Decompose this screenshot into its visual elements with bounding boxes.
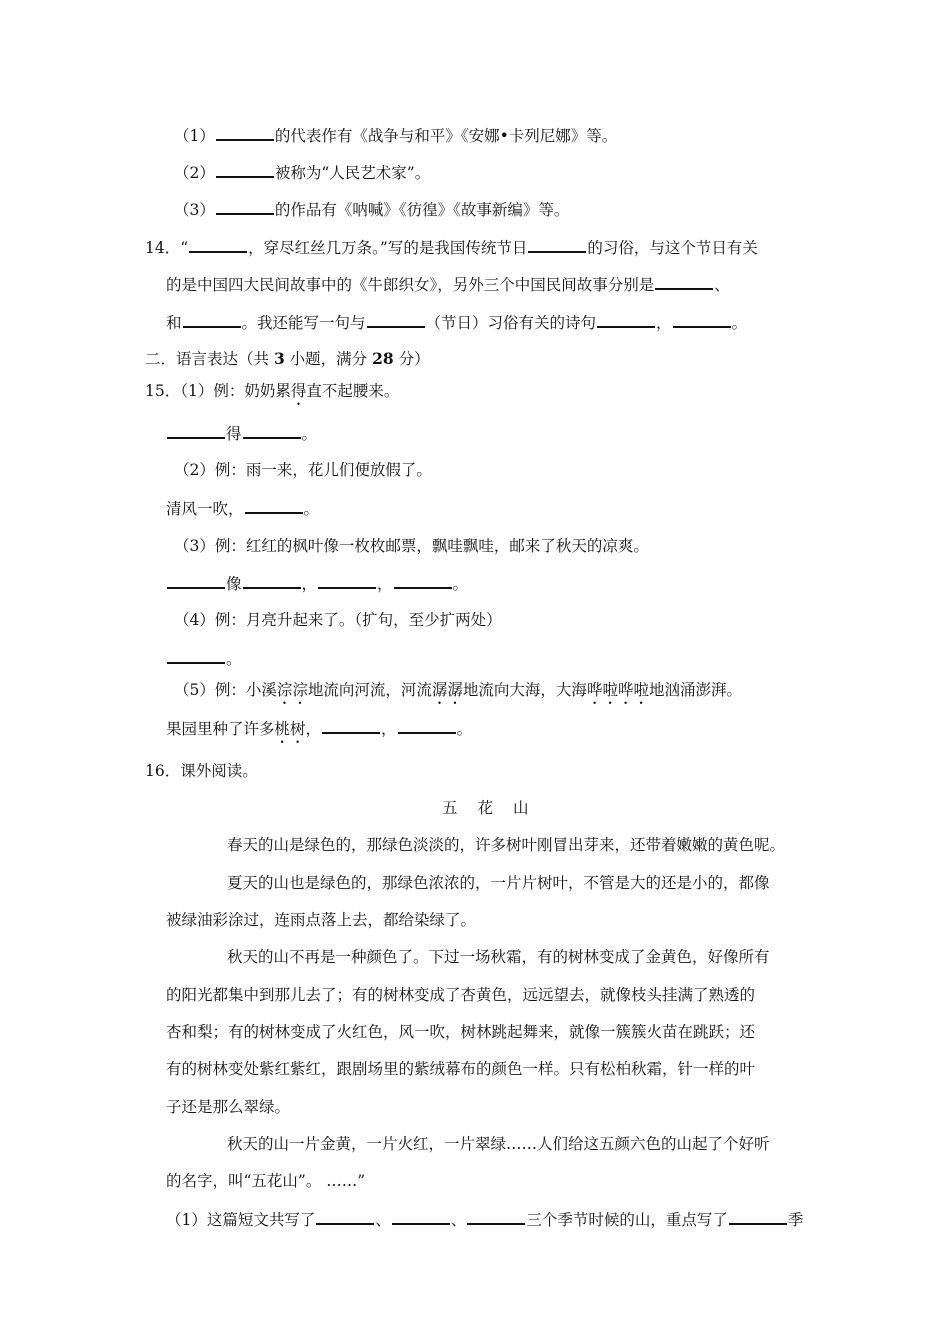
blank[interactable] (655, 274, 713, 290)
passage-line: 秋天的山一片金黄，一片火红，一片翠绿……人们给这五颜六色的山起了个好听 (227, 1135, 770, 1153)
passage-line: 的名字，叫“五花山”。 ……” (166, 1172, 366, 1190)
blank[interactable] (398, 718, 456, 734)
blank[interactable] (216, 199, 274, 215)
passage-line: 子还是那么翠绿。 (166, 1098, 291, 1116)
blank[interactable] (316, 1209, 374, 1225)
q15-answer-1: 得 。 (166, 423, 317, 444)
q15-example-5: （5）例：小溪淙淙地流向河流，河流潺潺地流向大海，大海哗啦哗啦地汹涌澎湃。 (174, 681, 742, 699)
q15-answer-5: 果园里种了许多桃树， ， 。 (166, 720, 473, 738)
q13-item-3: （3） 的作品有《呐喊》《彷徨》《故事新编》等。 (174, 201, 570, 219)
q14-line-1: 14．“ ，穿尽红丝几万条。”写的是我国传统节日 的习俗，与这个节日有关 (145, 239, 758, 257)
passage-line: 夏天的山也是绿色的，那绿色浓浓的，一片片树叶，不管是大的还是小的，都像 (227, 874, 770, 892)
q15-answer-4: 。 (166, 648, 242, 669)
blank[interactable] (729, 1209, 787, 1225)
section-heading: 二．语言表达（共 3 小题，满分 28 分） (145, 349, 430, 368)
blank[interactable] (243, 423, 301, 439)
q16-question-1: （1）这篇短文共写了 、 、 三个季节时候的山，重点写了 季 (166, 1211, 804, 1229)
passage-line: 有的树林变处紫红紫红，跟剧场里的紫绒幕布的颜色一样。只有松柏秋霜，针一样的叶 (166, 1060, 756, 1078)
blank[interactable] (167, 648, 225, 664)
q16-heading: 16．课外阅读。 (145, 762, 258, 780)
blank[interactable] (216, 162, 274, 178)
blank[interactable] (673, 312, 731, 328)
passage-line: 被绿油彩涂过，连雨点落上去，都给染绿了。 (166, 911, 477, 929)
q15-example-4: （4）例：月亮升起来了。（扩句，至少扩两处） (174, 611, 502, 629)
q13-item-1: （1） 的代表作有《战争与和平》《安娜•卡列尼娜》等。 (174, 127, 618, 145)
passage-title: 五花山 (442, 799, 549, 817)
blank[interactable] (392, 1209, 450, 1225)
blank[interactable] (318, 573, 376, 589)
passage-line: 的阳光都集中到那儿去了；有的树林变成了杏黄色，远远望去，就像枝头挂满了熟透的 (166, 986, 756, 1004)
q15-example-1: 15．（1）例：奶奶累得直不起腰来。 (145, 382, 400, 400)
blank[interactable] (216, 125, 274, 141)
blank[interactable] (183, 312, 241, 328)
blank[interactable] (189, 237, 247, 253)
blank[interactable] (322, 718, 380, 734)
q15-answer-3: 像 ， ， 。 (166, 573, 468, 594)
passage-line: 秋天的山不再是一种颜色了。下过一场秋霜，有的树林变成了金黄色，好像所有 (227, 948, 770, 966)
passage-line: 春天的山是绿色的，那绿色淡淡的，许多树叶刚冒出芽来，还带着嫩嫩的黄色呢。 (227, 836, 786, 854)
blank[interactable] (528, 237, 586, 253)
blank[interactable] (597, 312, 655, 328)
blank[interactable] (167, 423, 225, 439)
q15-example-3: （3）例：红红的枫叶像一枚枚邮票，飘哇飘哇，邮来了秋天的凉爽。 (174, 537, 649, 555)
q14-line-2: 的是中国四大民间故事中的《牛郎织女》，另外三个中国民间故事分别是 、 (166, 276, 730, 294)
q14-line-3: 和 。我还能写一句与 （节日）习俗有关的诗句 ， 。 (166, 314, 748, 332)
blank[interactable] (467, 1209, 525, 1225)
passage-line: 杏和梨；有的树林变成了火红色，风一吹，树林跳起舞来，就像一簇簇火苗在跳跃；还 (166, 1023, 756, 1041)
blank[interactable] (167, 573, 225, 589)
blank[interactable] (394, 573, 452, 589)
blank[interactable] (245, 498, 303, 514)
q15-answer-2: 清风一吹， 。 (166, 500, 320, 518)
q15-example-2: （2）例：雨一来，花儿们便放假了。 (174, 461, 432, 479)
blank[interactable] (243, 573, 301, 589)
blank[interactable] (367, 312, 425, 328)
q13-item-2: （2） 被称为“人民艺术家”。 (174, 164, 431, 182)
